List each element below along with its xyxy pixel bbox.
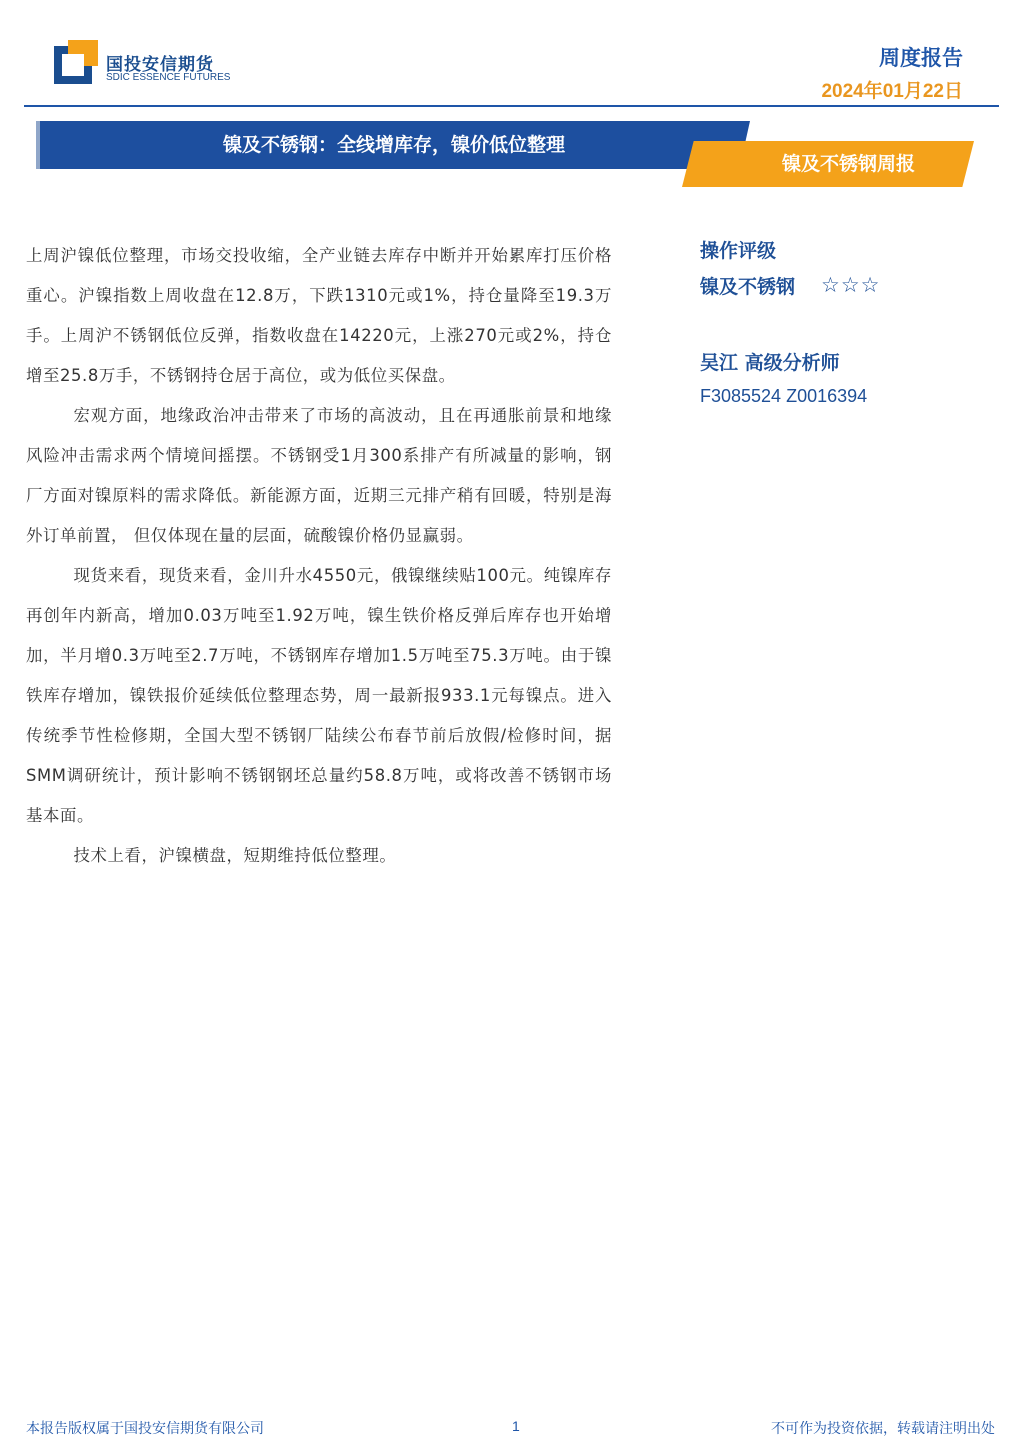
company-name-en: SDIC ESSENCE FUTURES: [106, 72, 231, 83]
rating-label: 操作评级: [700, 240, 777, 262]
rating-item: 镍及不锈钢: [700, 275, 796, 298]
report-body: [26, 236, 612, 876]
analyst-certificate: F3085524 Z0016394: [700, 386, 868, 406]
body-paragraph: 宏观方面，地缘政治冲击带来了市场的高波动，且在再通胀前景和地缘风险冲击需求两个情境间摇摆。不锈钢受1月300系排产有所减量的影响，钢厂方面对镍原料的需求降低。新能源方面，近期三元排产稍有回暖，特别是海外订单前置， 但仅体现在量的层面，硫酸镍价格仍显赢弱。: [26, 406, 612, 545]
body-paragraph: 技术上看，沪镍横盘，短期维持低位整理。: [73, 846, 397, 865]
rating-stars: ☆☆☆: [821, 273, 881, 297]
report-type: 周度报告: [879, 46, 963, 70]
header-divider: [24, 105, 999, 107]
footer-disclaimer: 不可作为投资依据，转载请注明出处: [771, 1421, 995, 1437]
sidebar: [700, 234, 1000, 412]
footer-copyright: 本报告版权属于国投安信期货有限公司: [26, 1421, 264, 1437]
body-paragraph: 上周沪镍低位整理，市场交投收缩，全产业链去库存中断并开始累库打压价格重心。沪镍指数上周收盘在12.8万，下跌1310元或1%，持仓量降至19.3万手。上周沪不锈钢低位反弹，指数收盘在14220元，上涨270元或2%，持仓增至25.8万手，不锈钢持仓居于高位，或为低位买保盘。: [26, 246, 612, 385]
analyst-name: 吴江 高级分析师: [700, 352, 840, 374]
page-number: 1: [512, 1418, 520, 1434]
report-date: 2024年01月22日: [821, 81, 963, 102]
company-logo-icon: [54, 40, 98, 84]
rating-row: [700, 268, 1000, 302]
company-name-cn: 国投安信期货: [106, 55, 214, 75]
report-category-label: 镍及不锈钢周报: [782, 153, 916, 175]
report-title: 镍及不锈钢：全线增库存，镍价低位整理: [222, 134, 565, 156]
body-paragraph: 现货来看，现货来看，金川升水4550元，俄镍继续贴100元。纯镍库存再创年内新高，增加0.03万吨至1.92万吨，镍生铁价格反弹后库存也开始增加，半月增0.3万吨至2.7万吨，不锈钢库存增加1.5万吨至75.3万吨。由于镍铁库存增加，镍铁报价延续低位整理态势，周一最新报933.1元每镍点。进入传统季节性检修期，全国大型不锈钢厂陆续公布春节前后放假/检修时间，据SMM调研统计，预计影响不锈钢钢坯总量约58.8万吨，或将改善不锈钢市场基本面。: [26, 566, 612, 825]
